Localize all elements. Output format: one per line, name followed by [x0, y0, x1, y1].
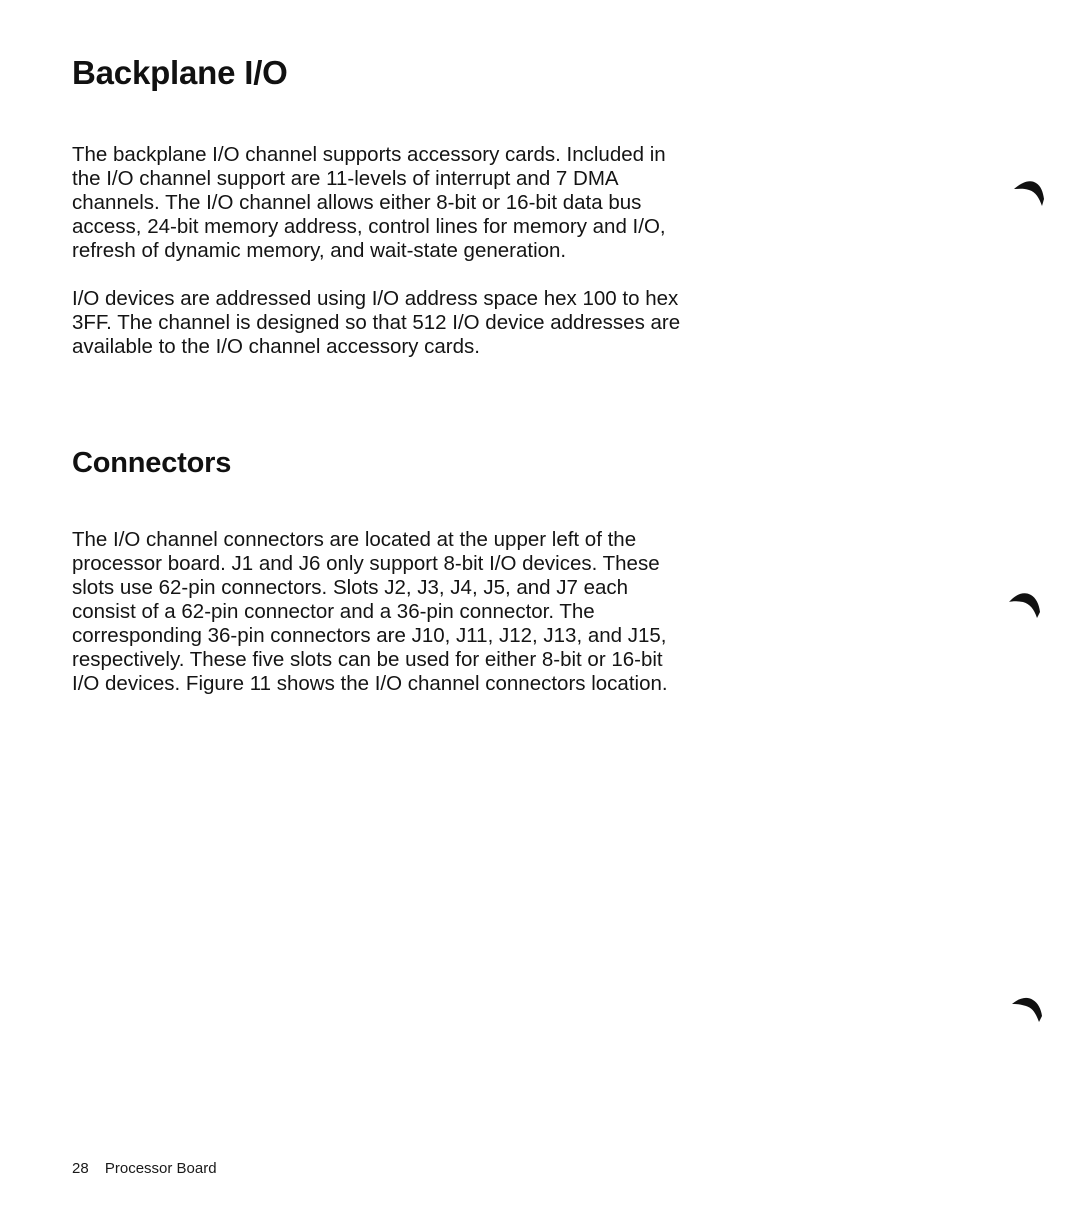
page-number: 28: [72, 1160, 89, 1177]
paragraph-io-addressing: [72, 287, 682, 359]
text-line: 3FF. The channel is designed so that 512 I/O device addresses are: [72, 311, 681, 334]
footer-section-name: Processor Board: [104, 1160, 217, 1177]
paragraph-connectors: [72, 528, 682, 696]
binder-mark-icon: [1006, 586, 1046, 620]
text-line: processor board. J1 and J6 only support 8-bit I/O devices. These: [72, 552, 660, 575]
page-footer: [72, 1160, 217, 1177]
text-line: corresponding 36-pin connectors are J10, J11, J12, J13, and J15,: [72, 624, 667, 647]
text-line: The I/O channel connectors are located at the upper left of the: [72, 528, 637, 551]
text-line: available to the I/O channel accessory cards.: [72, 335, 480, 358]
text-line: I/O devices. Figure 11 shows the I/O channel connectors location.: [72, 672, 668, 695]
text-line: consist of a 62-pin connector and a 36-pin connector. The: [72, 600, 595, 623]
binder-mark-icon: [1010, 992, 1050, 1026]
paragraph-backplane-overview: [72, 143, 682, 263]
binder-mark-icon: [1012, 176, 1052, 210]
text-line: channels. The I/O channel allows either 8-bit or 16-bit data bus: [72, 191, 642, 214]
text-line: slots use 62-pin connectors. Slots J2, J3, J4, J5, and J7 each: [72, 576, 629, 599]
text-line: I/O devices are addressed using I/O address space hex 100 to hex: [72, 287, 679, 310]
text-line: the I/O channel support are 11-levels of interrupt and 7 DMA: [72, 167, 619, 190]
text-line: refresh of dynamic memory, and wait-state generation.: [72, 239, 567, 262]
section-title-connectors: Connectors: [72, 447, 232, 479]
text-line: The backplane I/O channel supports accessory cards. Included in: [72, 143, 666, 166]
text-line: respectively. These five slots can be used for either 8-bit or 16-bit: [72, 648, 663, 671]
section-title-backplane-io: Backplane I/O: [72, 54, 288, 91]
text-line: access, 24-bit memory address, control lines for memory and I/O,: [72, 215, 666, 238]
